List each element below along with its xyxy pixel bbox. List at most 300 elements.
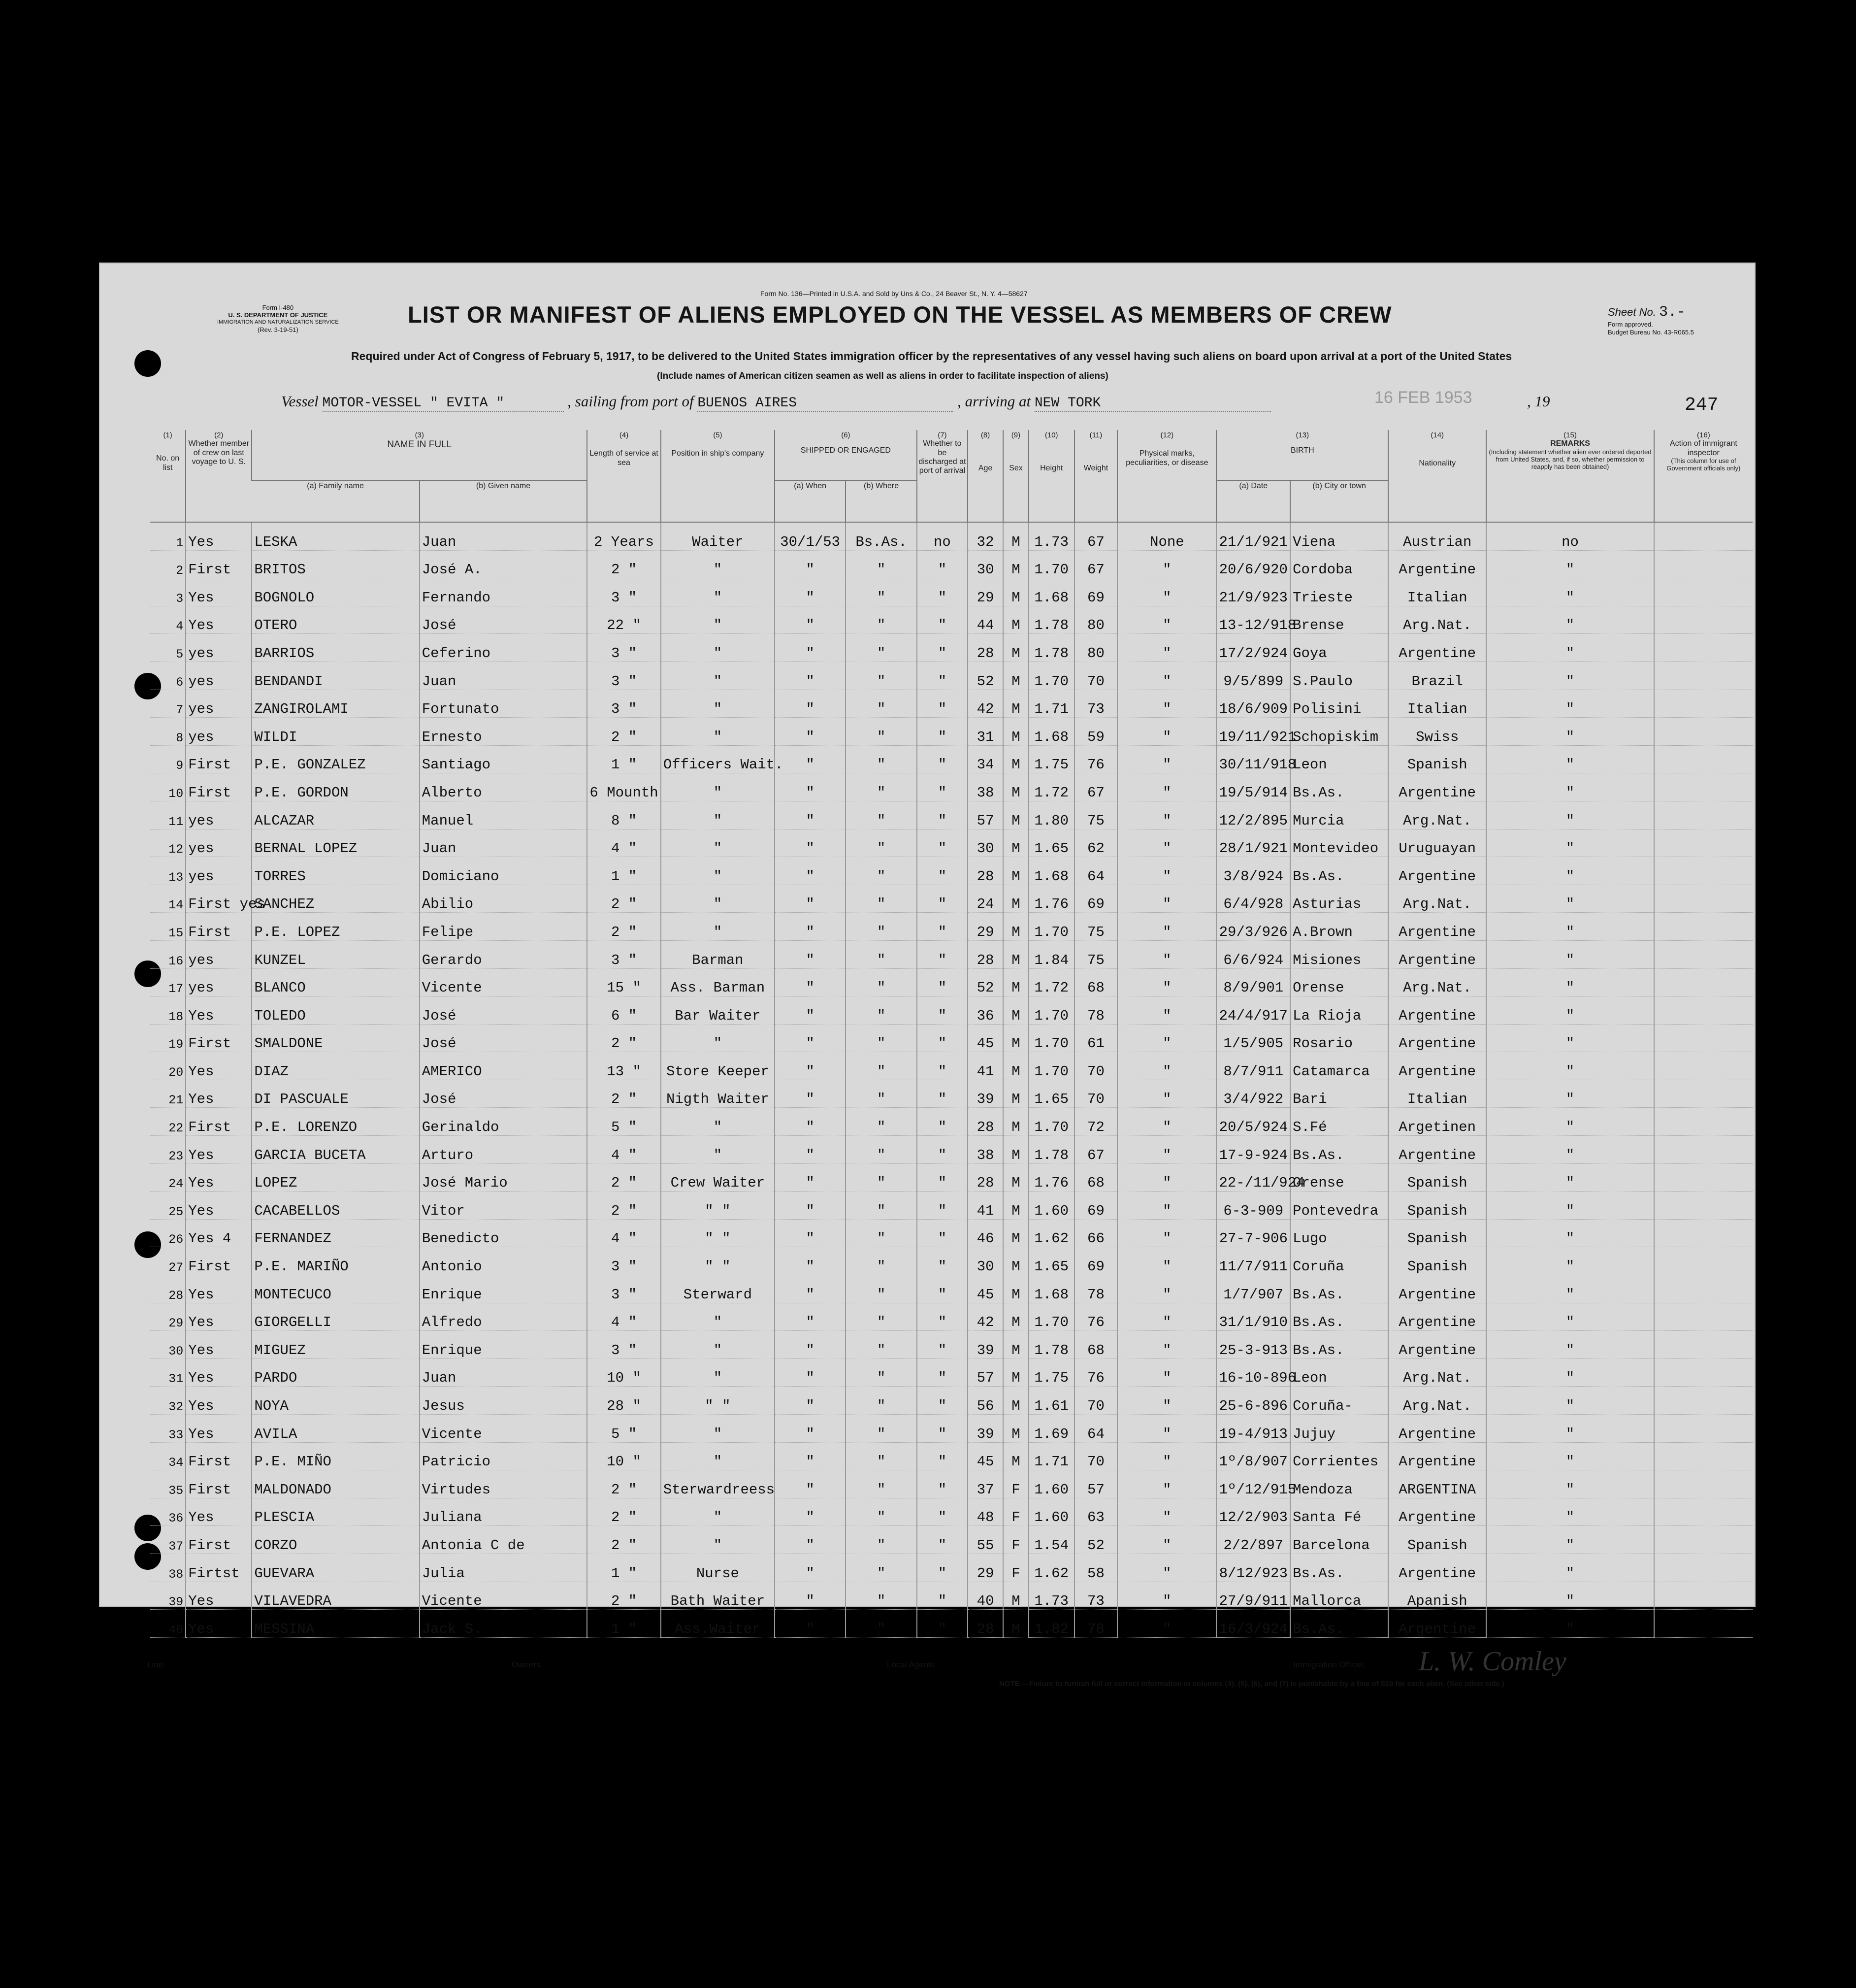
- position: ": [661, 913, 775, 941]
- sex: M: [1003, 1108, 1029, 1136]
- col-num: (9): [1011, 431, 1021, 439]
- age: 39: [968, 1331, 1003, 1359]
- discharged: ": [917, 606, 968, 634]
- inspector-action: [1654, 1136, 1753, 1164]
- position: ": [661, 857, 775, 885]
- age: 52: [968, 968, 1003, 996]
- given-name: Juan: [420, 829, 587, 857]
- sex: M: [1003, 1052, 1029, 1080]
- remarks: ": [1486, 745, 1654, 773]
- service-length: 3 ": [587, 578, 661, 606]
- given-name: Vicente: [420, 968, 587, 996]
- arriving-label: , arriving at: [957, 393, 1031, 410]
- service-length: 4 ": [587, 1303, 661, 1331]
- nationality: Argentine: [1388, 940, 1486, 968]
- birth-date: 8/7/911: [1216, 1052, 1290, 1080]
- given-name: José: [420, 1080, 587, 1108]
- sex: M: [1003, 718, 1029, 746]
- service-length: 2 ": [587, 718, 661, 746]
- birth-city: Coruña-: [1290, 1387, 1388, 1415]
- col-num: (3): [415, 431, 424, 439]
- crew-member-status: Yes: [186, 1498, 252, 1526]
- nationality: ARGENTINA: [1388, 1470, 1486, 1498]
- physical-marks: ": [1117, 885, 1216, 913]
- shipped-where: ": [846, 968, 916, 996]
- sheet-label: [1608, 304, 1686, 321]
- crew-member-status: First: [186, 1442, 252, 1470]
- remarks: ": [1486, 857, 1654, 885]
- sex: M: [1003, 885, 1029, 913]
- crew-member-status: First yes: [186, 885, 252, 913]
- remarks: no: [1486, 522, 1654, 550]
- family-name: GUEVARA: [252, 1554, 419, 1582]
- discharged: ": [917, 1024, 968, 1052]
- birth-city: Bs.As.: [1290, 857, 1388, 885]
- position: ": [661, 773, 775, 801]
- age: 36: [968, 996, 1003, 1025]
- family-name: P.E. GORDON: [252, 773, 419, 801]
- physical-marks: None: [1117, 522, 1216, 550]
- given-name: José: [420, 996, 587, 1025]
- crew-member-status: Yes: [186, 1080, 252, 1108]
- row-number: 30: [168, 1344, 184, 1358]
- given-name: Ceferino: [420, 634, 587, 662]
- sex: M: [1003, 801, 1029, 829]
- crew-member-status: yes: [186, 801, 252, 829]
- col-num: (12): [1160, 431, 1174, 439]
- shipped-when: ": [775, 1442, 846, 1470]
- weight: 62: [1075, 829, 1118, 857]
- nationality: Argentine: [1388, 1610, 1486, 1638]
- remarks: ": [1486, 634, 1654, 662]
- height: 1.75: [1029, 1358, 1075, 1387]
- crew-member-status: yes: [186, 662, 252, 690]
- family-name: P.E. MIÑO: [252, 1442, 419, 1470]
- crew-member-status: yes: [186, 634, 252, 662]
- col-label: BIRTH: [1290, 446, 1314, 455]
- service-length: 4 ": [587, 1219, 661, 1247]
- birth-date: 8/12/923: [1216, 1554, 1290, 1582]
- service-length: 3 ": [587, 1331, 661, 1359]
- height: 1.76: [1029, 1163, 1075, 1192]
- discharged: ": [917, 1108, 968, 1136]
- nationality: Argentine: [1388, 857, 1486, 885]
- row-number: 20: [168, 1065, 184, 1080]
- family-name: TORRES: [252, 857, 419, 885]
- age: 45: [968, 1024, 1003, 1052]
- row-number: 7: [176, 703, 184, 718]
- sex: M: [1003, 1275, 1029, 1303]
- crew-member-status: Yes: [186, 1415, 252, 1443]
- discharged: ": [917, 1498, 968, 1526]
- table-row: [150, 550, 1753, 578]
- age: 42: [968, 1303, 1003, 1331]
- inspector-action: [1654, 1192, 1753, 1220]
- weight: 78: [1075, 1610, 1118, 1638]
- row-number: 39: [168, 1595, 184, 1610]
- shipped-when: ": [775, 1163, 846, 1192]
- crew-member-status: yes: [186, 718, 252, 746]
- sex: M: [1003, 1358, 1029, 1387]
- birth-city: Bs.As.: [1290, 1275, 1388, 1303]
- service-length: 15 ": [587, 968, 661, 996]
- discharged: ": [917, 1136, 968, 1164]
- col-num: (7): [938, 431, 947, 439]
- table-row: [150, 996, 1753, 1025]
- remarks: ": [1486, 1219, 1654, 1247]
- nationality: Argetinen: [1388, 1108, 1486, 1136]
- shipped-when: ": [775, 578, 846, 606]
- weight: 59: [1075, 718, 1118, 746]
- col-label: Whether to be discharged at port of arrival: [918, 439, 966, 475]
- service-length: 4 ": [587, 1136, 661, 1164]
- shipped-where: ": [846, 1331, 916, 1359]
- shipped-when: ": [775, 1554, 846, 1582]
- discharged: no: [917, 522, 968, 550]
- age: 39: [968, 1080, 1003, 1108]
- crew-manifest-table: [150, 430, 1753, 1638]
- crew-member-status: Yes: [186, 1303, 252, 1331]
- remarks: ": [1486, 1415, 1654, 1443]
- weight: 69: [1075, 1192, 1118, 1220]
- birth-city: Corrientes: [1290, 1442, 1388, 1470]
- weight: 70: [1075, 662, 1118, 690]
- nationality: Argentine: [1388, 1303, 1486, 1331]
- col-header-action: [1654, 430, 1753, 522]
- row-number: 32: [168, 1400, 184, 1414]
- nationality: Argentine: [1388, 1136, 1486, 1164]
- physical-marks: ": [1117, 1442, 1216, 1470]
- position: Bar Waiter: [661, 996, 775, 1025]
- birth-date: 2/2/897: [1216, 1526, 1290, 1554]
- sex: F: [1003, 1554, 1029, 1582]
- birth-date: 21/9/923: [1216, 578, 1290, 606]
- footer-officer-label: Immigration Officer.: [1293, 1660, 1366, 1669]
- age: 28: [968, 940, 1003, 968]
- weight: 68: [1075, 1163, 1118, 1192]
- inspector-action: [1654, 690, 1753, 718]
- inspector-action: [1654, 745, 1753, 773]
- sex: M: [1003, 857, 1029, 885]
- shipped-where: ": [846, 996, 916, 1025]
- shipped-when: ": [775, 1358, 846, 1387]
- service-length: 13 ": [587, 1052, 661, 1080]
- birth-city: Trieste: [1290, 578, 1388, 606]
- row-number: 8: [176, 730, 184, 745]
- family-name: DIAZ: [252, 1052, 419, 1080]
- age: 39: [968, 1415, 1003, 1443]
- table-row: [150, 1136, 1753, 1164]
- weight: 80: [1075, 634, 1118, 662]
- requirement-text: Required under Act of Congress of February 5, 1917, to be delivered to the United States immigration officer by the representatives of any vessel having such aliens on board upon arrival at a port of the United States: [351, 350, 1512, 363]
- family-name: SMALDONE: [252, 1024, 419, 1052]
- shipped-where: ": [846, 1247, 916, 1275]
- remarks: ": [1486, 1163, 1654, 1192]
- birth-date: 1º/12/915: [1216, 1470, 1290, 1498]
- position: ": [661, 1498, 775, 1526]
- crew-member-status: Yes: [186, 1331, 252, 1359]
- birth-date: 13-12/918: [1216, 606, 1290, 634]
- inspector-action: [1654, 885, 1753, 913]
- table-row: [150, 940, 1753, 968]
- table-row: [150, 634, 1753, 662]
- sheet-label-text: Sheet No.: [1608, 306, 1656, 318]
- table-row: [150, 1108, 1753, 1136]
- col-header-physical: [1117, 430, 1216, 522]
- table-row: [150, 745, 1753, 773]
- age: 31: [968, 718, 1003, 746]
- manifest-sheet: [99, 263, 1756, 1688]
- col-header-weight: [1075, 430, 1118, 522]
- sex: M: [1003, 1136, 1029, 1164]
- col-label: Height: [1040, 464, 1063, 473]
- service-length: 22 ": [587, 606, 661, 634]
- shipped-when: ": [775, 1136, 846, 1164]
- family-name: P.E. LOPEZ: [252, 913, 419, 941]
- birth-date: 20/6/920: [1216, 550, 1290, 578]
- remarks: ": [1486, 1470, 1654, 1498]
- discharged: ": [917, 718, 968, 746]
- col-label: SHIPPED OR ENGAGED: [800, 446, 891, 455]
- form-title: LIST OR MANIFEST OF ALIENS EMPLOYED ON THE VESSEL AS MEMBERS OF CREW: [408, 301, 1392, 328]
- shipped-where: ": [846, 1219, 916, 1247]
- col-header-position: [661, 430, 775, 522]
- inspector-action: [1654, 773, 1753, 801]
- family-name: LOPEZ: [252, 1163, 419, 1192]
- remarks: ": [1486, 1247, 1654, 1275]
- crew-member-status: Yes 4: [186, 1219, 252, 1247]
- inspector-action: [1654, 1442, 1753, 1470]
- service-length: 2 ": [587, 1163, 661, 1192]
- shipped-when: ": [775, 1610, 846, 1638]
- age: 45: [968, 1442, 1003, 1470]
- department-name: U. S. DEPARTMENT OF JUSTICE: [228, 311, 328, 319]
- age: 38: [968, 1136, 1003, 1164]
- nationality: Spanish: [1388, 1192, 1486, 1220]
- row-number: 35: [168, 1483, 184, 1498]
- printer-line: Form No. 136—Printed in U.S.A. and Sold by Uns & Co., 24 Beaver St., N. Y. 4—58627: [760, 290, 1028, 298]
- physical-marks: ": [1117, 968, 1216, 996]
- approval-line: Form approved.: [1608, 321, 1653, 328]
- height: 1.62: [1029, 1554, 1075, 1582]
- position: ": [661, 885, 775, 913]
- weight: 66: [1075, 1219, 1118, 1247]
- birth-city: Murcia: [1290, 801, 1388, 829]
- sex: M: [1003, 1415, 1029, 1443]
- service-length: 2 ": [587, 1080, 661, 1108]
- height: 1.68: [1029, 718, 1075, 746]
- row-number: 4: [176, 619, 184, 634]
- given-name: Manuel: [420, 801, 587, 829]
- discharged: ": [917, 1470, 968, 1498]
- sex: M: [1003, 1387, 1029, 1415]
- table-row: [150, 522, 1753, 550]
- position: ": [661, 1358, 775, 1387]
- given-name: José A.: [420, 550, 587, 578]
- discharged: ": [917, 1415, 968, 1443]
- shipped-where: ": [846, 1303, 916, 1331]
- discharged: ": [917, 690, 968, 718]
- crew-member-status: Yes: [186, 1582, 252, 1610]
- given-name: Virtudes: [420, 1470, 587, 1498]
- inspector-action: [1654, 718, 1753, 746]
- position: Barman: [661, 940, 775, 968]
- table-row: [150, 606, 1753, 634]
- physical-marks: ": [1117, 996, 1216, 1025]
- table-row: [150, 1526, 1753, 1554]
- shipped-when: ": [775, 801, 846, 829]
- discharged: ": [917, 1387, 968, 1415]
- date-stamp: 16 FEB 1953: [1374, 388, 1472, 407]
- weight: 58: [1075, 1554, 1118, 1582]
- height: 1.70: [1029, 1024, 1075, 1052]
- row-number: 1: [176, 535, 184, 550]
- shipped-when: ": [775, 662, 846, 690]
- weight: 68: [1075, 1331, 1118, 1359]
- remarks: ": [1486, 1136, 1654, 1164]
- row-number: 18: [168, 1009, 184, 1024]
- sex: M: [1003, 996, 1029, 1025]
- inspector-action: [1654, 1052, 1753, 1080]
- birth-city: Brense: [1290, 606, 1388, 634]
- physical-marks: ": [1117, 940, 1216, 968]
- birth-city: Barcelona: [1290, 1526, 1388, 1554]
- col-num: (6): [841, 431, 850, 439]
- shipped-when: ": [775, 606, 846, 634]
- discharged: ": [917, 662, 968, 690]
- table-row: [150, 1442, 1753, 1470]
- birth-date: 27/9/911: [1216, 1582, 1290, 1610]
- nationality: Argentine: [1388, 634, 1486, 662]
- height: 1.60: [1029, 1470, 1075, 1498]
- position: Sterward: [661, 1275, 775, 1303]
- position: ": [661, 801, 775, 829]
- height: 1.75: [1029, 745, 1075, 773]
- family-name: OTERO: [252, 606, 419, 634]
- row-number: 24: [168, 1177, 184, 1192]
- birth-city: A.Brown: [1290, 913, 1388, 941]
- service-length: 1 ": [587, 1554, 661, 1582]
- inspector-action: [1654, 1163, 1753, 1192]
- family-name: SANCHEZ: [252, 885, 419, 913]
- birth-date: 12/2/903: [1216, 1498, 1290, 1526]
- col-header-member: [186, 430, 252, 522]
- height: 1.80: [1029, 801, 1075, 829]
- remarks: ": [1486, 773, 1654, 801]
- position: ": [661, 1136, 775, 1164]
- sailing-label: , sailing from port of: [567, 393, 694, 410]
- position: ": [661, 606, 775, 634]
- crew-rows: [150, 522, 1753, 1637]
- birth-date: 12/2/895: [1216, 801, 1290, 829]
- remarks: ": [1486, 1331, 1654, 1359]
- shipped-where: ": [846, 913, 916, 941]
- physical-marks: ": [1117, 1526, 1216, 1554]
- table-row: [150, 1080, 1753, 1108]
- height: 1.65: [1029, 829, 1075, 857]
- remarks: ": [1486, 1303, 1654, 1331]
- height: 1.69: [1029, 1415, 1075, 1443]
- physical-marks: ": [1117, 801, 1216, 829]
- crew-member-status: Yes: [186, 1358, 252, 1387]
- service-length: 3 ": [587, 634, 661, 662]
- birth-date: 28/1/921: [1216, 829, 1290, 857]
- age: 46: [968, 1219, 1003, 1247]
- shipped-when: ": [775, 996, 846, 1025]
- family-name: GARCIA BUCETA: [252, 1136, 419, 1164]
- inspector-action: [1654, 829, 1753, 857]
- birth-date: 17/2/924: [1216, 634, 1290, 662]
- sex: M: [1003, 829, 1029, 857]
- weight: 69: [1075, 1247, 1118, 1275]
- family-name: BLANCO: [252, 968, 419, 996]
- birth-city: Bs.As.: [1290, 773, 1388, 801]
- service-length: 2 ": [587, 1470, 661, 1498]
- sex: M: [1003, 578, 1029, 606]
- given-name: Ernesto: [420, 718, 587, 746]
- remarks: ": [1486, 662, 1654, 690]
- nationality: Spanish: [1388, 1163, 1486, 1192]
- position: Officers Wait.: [661, 745, 775, 773]
- col-num: (4): [619, 431, 629, 439]
- birth-city: Lugo: [1290, 1219, 1388, 1247]
- row-number: 34: [168, 1456, 184, 1470]
- birth-date: 25-6-896: [1216, 1387, 1290, 1415]
- table-row: [150, 1275, 1753, 1303]
- family-name: AVILA: [252, 1415, 419, 1443]
- position: ": [661, 578, 775, 606]
- position: ": [661, 1331, 775, 1359]
- inspector-action: [1654, 662, 1753, 690]
- punch-hole: [134, 350, 161, 377]
- table-row: [150, 1024, 1753, 1052]
- nationality: Argentine: [1388, 1331, 1486, 1359]
- remarks: ": [1486, 578, 1654, 606]
- inspector-action: [1654, 1387, 1753, 1415]
- table-row: [150, 1498, 1753, 1526]
- shipped-where: ": [846, 718, 916, 746]
- physical-marks: ": [1117, 1108, 1216, 1136]
- position: Ass.Waiter: [661, 1610, 775, 1638]
- given-name: Gerardo: [420, 940, 587, 968]
- col-label: Position in ship's company: [671, 449, 764, 458]
- family-name: BRITOS: [252, 550, 419, 578]
- inspector-action: [1654, 522, 1753, 550]
- age: 55: [968, 1526, 1003, 1554]
- height: 1.78: [1029, 1331, 1075, 1359]
- family-name: FERNANDEZ: [252, 1219, 419, 1247]
- birth-date: 22-/11/924: [1216, 1163, 1290, 1192]
- given-name: José Mario: [420, 1163, 587, 1192]
- shipped-where: ": [846, 801, 916, 829]
- crew-member-status: yes: [186, 829, 252, 857]
- position: " ": [661, 1219, 775, 1247]
- row-number: 9: [176, 759, 184, 773]
- col-header-when: (a) When: [775, 480, 846, 522]
- shipped-when: ": [775, 857, 846, 885]
- position: Crew Waiter: [661, 1163, 775, 1192]
- service-length: 1 ": [587, 857, 661, 885]
- shipped-where: ": [846, 1052, 916, 1080]
- col-header-height: [1029, 430, 1075, 522]
- discharged: ": [917, 968, 968, 996]
- table-row: [150, 857, 1753, 885]
- birth-date: 3/4/922: [1216, 1080, 1290, 1108]
- service-length: 3 ": [587, 1275, 661, 1303]
- nationality: Spanish: [1388, 1526, 1486, 1554]
- row-number: 10: [168, 786, 184, 801]
- remarks: ": [1486, 1024, 1654, 1052]
